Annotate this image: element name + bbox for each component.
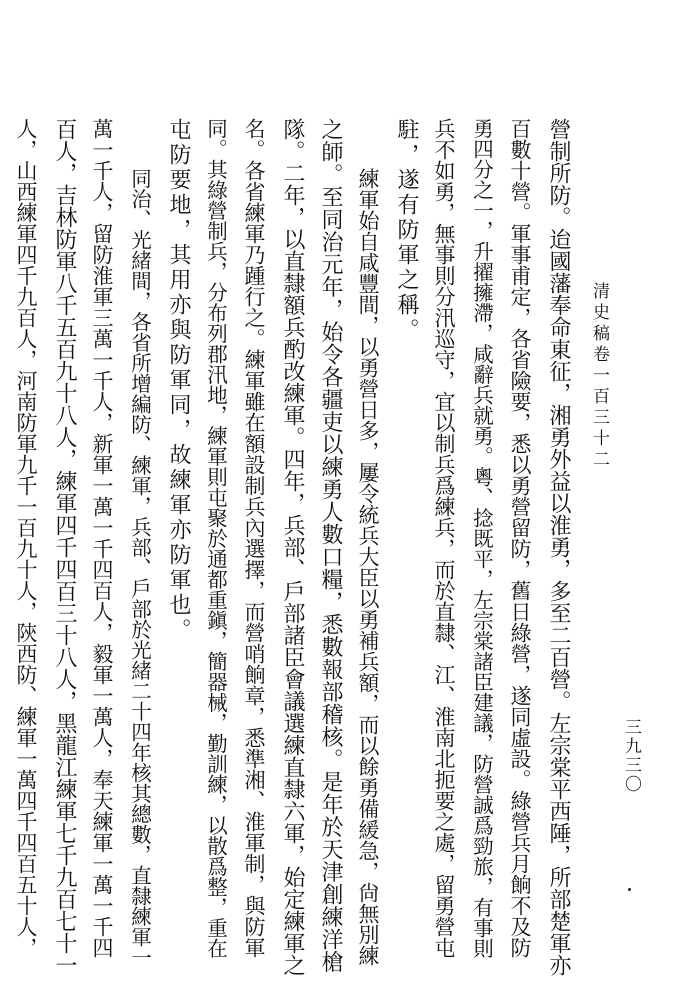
speck-mark	[628, 888, 631, 891]
text-column: 同。其綠營制兵，分布列郡汛地，練軍則屯聚於通都重鎭，簡器械，勤訓練，以散爲整，重在	[203, 118, 228, 959]
running-header: 清史稿卷一百三十二	[589, 282, 609, 471]
text-column: 百人，吉林防軍八千五百九十八人，練軍四千四百三十八人，黑龍江練軍七千九百七十一	[52, 118, 77, 976]
text-column: 練軍始自咸豐間，以勇營日多，屢令統兵大臣以勇補兵額，而以餘勇備緩急，尙無別練	[356, 168, 380, 966]
text-column: 隊。二年，以直隸額兵酌改練軍。四年，兵部、戶部諸臣會議選練直隸六軍，始定練軍之	[280, 118, 305, 976]
text-column: 人，山西練軍四千九百人，河南防軍九千一百九十人，陝西防、練軍一萬四千四百五十人，	[14, 118, 38, 958]
text-column: 駐，遂有防軍之稱。	[394, 118, 419, 343]
text-column: 百數十營。軍事甫定，各省險要，悉以勇營留防，舊日綠營，遂同虛設。綠營兵月餉不及防	[508, 118, 532, 958]
text-column: 屯防要地，其用亦與防軍同，故練軍亦防軍也。	[166, 118, 191, 643]
text-column: 勇四分之一，升擢擁滯，咸辭兵就勇。粵、捻既平，左宗棠諸臣建議，防營誠爲勁旅，有事則	[469, 118, 494, 959]
text-column: 萬一千人，留防淮軍三萬一千人，新軍一萬一千四百人，毅軍一萬人，奉天練軍一萬一千四	[90, 118, 114, 958]
text-column: 營制所防。迨國藩奉命東征，湘勇外益以淮勇，多至二百營。左宗棠平西陲，所部楚軍亦	[546, 118, 571, 976]
text-column: 同治、光緒間，各省所增編防、練軍，兵部、戶部於光緒二十四年核其總數，直隸練軍一	[127, 168, 152, 968]
text-column: 名。各省練軍乃踵行之。練軍雖在額設制兵內選擇，而營哨餉章，悉準湘、淮軍制，與防軍	[242, 118, 266, 958]
text-column: 兵不如勇，無事則分汛巡守，宜以制兵爲練兵，而於直隸、江、淮南北扼要之處，留勇營屯	[432, 118, 456, 958]
page-number: 三九三〇	[621, 718, 641, 794]
text-column: 之師。至同治元年，始令各疆吏以練勇人數口糧，悉數報部稽核。是年於天津創練洋槍	[318, 118, 343, 973]
